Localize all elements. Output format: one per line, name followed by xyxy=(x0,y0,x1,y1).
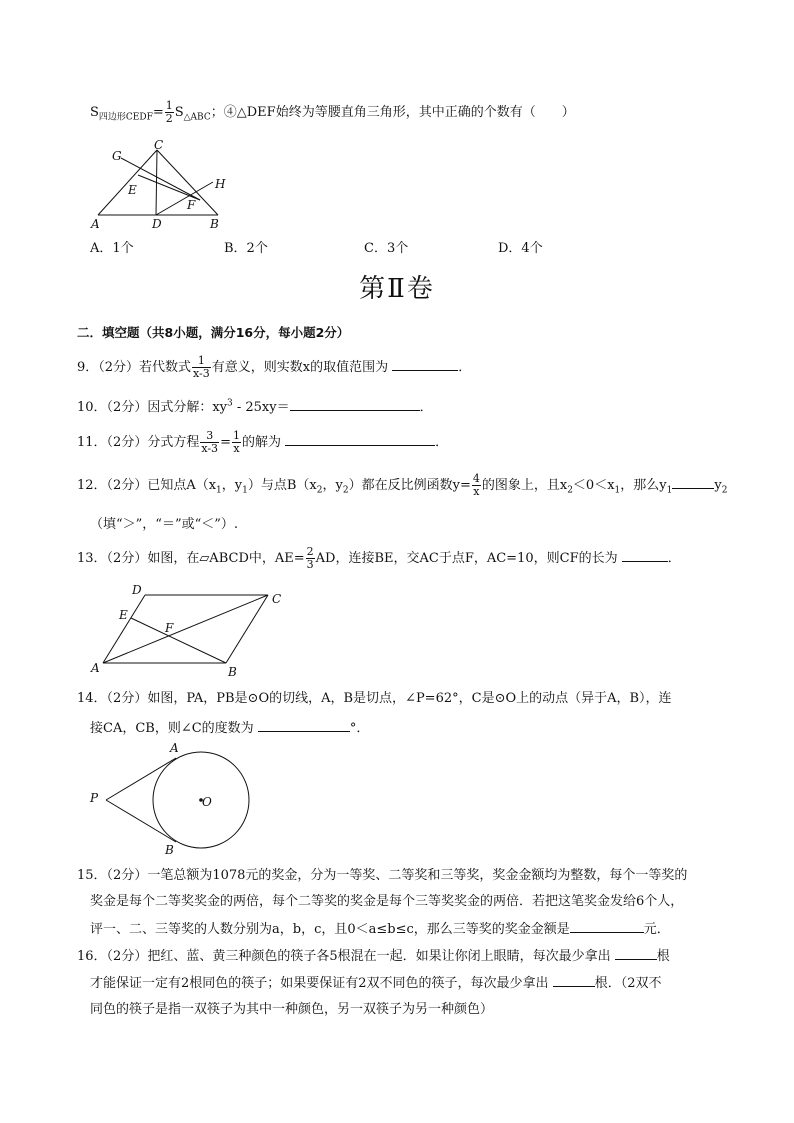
separator: ； xyxy=(210,105,224,120)
label-c: C xyxy=(154,138,164,152)
tangent-pa xyxy=(106,758,176,800)
q11-end: ． xyxy=(435,435,449,450)
option-b: B．2个 xyxy=(224,241,268,256)
q10-prefix: 10．（2分）因式分解：xy xyxy=(77,400,227,415)
q12-line-2: （填“＞”，“＝”或“＜”）. xyxy=(90,517,239,532)
q10-end: ． xyxy=(419,400,433,415)
line-ac xyxy=(103,595,268,663)
equals-sign: = xyxy=(152,105,164,120)
label-a: A xyxy=(91,217,100,231)
question-9 xyxy=(77,355,471,380)
subscript: 2 xyxy=(342,485,349,496)
label-f: F xyxy=(187,198,196,212)
answer-blank[interactable] xyxy=(392,358,458,371)
question-15: 15．（2分）一笔总额为1078元的奖金，分为一等奖、二等奖和三等奖，奖金金额均为整数，每个一等奖的 xyxy=(77,868,688,883)
frac-den: 2 xyxy=(165,112,173,125)
q15-line-2: 奖金是每个二等奖奖金的两倍，每个二等奖的奖金是每个三等奖奖金的两倍．若把这笔奖金发给6个人， xyxy=(90,894,684,909)
option-a: A．1个 xyxy=(90,241,134,256)
q8-condition-line xyxy=(90,100,575,125)
label-e: E xyxy=(119,608,128,622)
fraction-one-half xyxy=(165,100,174,125)
q12-part: 12．（2分）已知点A（x xyxy=(77,478,217,493)
line-da xyxy=(103,595,145,663)
q10-mid: - 25xy＝ xyxy=(232,400,290,415)
section-heading: 二．填空题（共8小题，满分16分，每小题2分） xyxy=(77,325,350,340)
area-subscript-quad: 四边形CEDF xyxy=(98,112,153,123)
subscript: 2 xyxy=(567,485,573,496)
q13-parallelogram-figure xyxy=(88,583,288,681)
q14-line2-end: °． xyxy=(349,721,370,736)
q15-line-3 xyxy=(90,918,670,937)
q12-part: y xyxy=(714,478,722,493)
q12-part: ）与点B（x xyxy=(247,478,317,493)
label-a: A xyxy=(170,741,179,755)
question-11 xyxy=(77,430,448,455)
q8-triangle-figure xyxy=(88,138,233,233)
q9-prefix: 9．（2分）若代数式 xyxy=(77,360,192,375)
subscript: 1 xyxy=(666,485,673,496)
q15-line3-prefix: 评一、二、三等奖的人数分别为a，b，c，且0＜a≤b≤c，那么三等奖的奖金金额是 xyxy=(90,922,570,937)
tangent-pb xyxy=(106,800,176,842)
q14-line2-prefix: 接CA，CB，则∠C的度数为 xyxy=(90,721,254,736)
q12-part: ＜0＜x xyxy=(572,478,615,493)
answer-blank[interactable] xyxy=(570,920,644,933)
label-h: H xyxy=(215,177,226,191)
frac-den: 3 xyxy=(306,558,314,571)
q12-part: ）都在反比例函数y= xyxy=(348,478,471,493)
item-4-text: △DEF始终为等腰直角三角形，其中正确的个数有（ ） xyxy=(236,105,575,120)
q13-prefix: 13．（2分）如图，在▱ABCD中，AE= xyxy=(77,551,305,566)
q14-circle-figure xyxy=(85,738,260,858)
area-subscript-tri: △ABC xyxy=(183,112,211,123)
q16-line-2 xyxy=(90,972,661,991)
label-c: C xyxy=(272,592,282,606)
equals-sign: = xyxy=(220,435,231,450)
label-e: E xyxy=(128,183,137,197)
frac-num: 1 xyxy=(192,355,211,368)
q16-line1-end: 根 xyxy=(656,949,670,964)
answer-blank[interactable] xyxy=(622,549,668,562)
q12-part: ，y xyxy=(221,478,243,493)
item-4-label: ④ xyxy=(223,105,237,120)
line-eb xyxy=(131,618,226,663)
q14-line-2 xyxy=(90,717,369,736)
q16-line1-prefix: 16．（2分）把红、蓝、黄三种颜色的筷子各5根混在一起．如果让你闭上眼睛，每次最少拿出 xyxy=(77,949,611,964)
frac-num: 2 xyxy=(306,545,314,558)
label-a: A xyxy=(91,661,100,675)
answer-blank[interactable] xyxy=(290,398,420,411)
frac-num: 4 xyxy=(472,472,480,485)
q13-suffix: AD，连接BE，交AC于点F，AC=10，则CF的长为 xyxy=(315,551,618,566)
question-16 xyxy=(77,945,670,964)
q11-fraction-right xyxy=(232,430,241,455)
subscript: 1 xyxy=(242,485,248,496)
answer-blank[interactable] xyxy=(672,476,714,489)
option-d: D．4个 xyxy=(498,241,543,256)
subscript: 2 xyxy=(316,485,323,496)
q11-suffix: 的解为 xyxy=(241,435,281,450)
question-10 xyxy=(77,396,433,415)
volume-title: 第Ⅱ卷 xyxy=(359,274,435,304)
q16-line-3: 同色的筷子是指一双筷子为其中一种颜色，另一双筷子为另一种颜色） xyxy=(90,1002,494,1017)
line-dh xyxy=(156,182,213,215)
q10-exponent: 3 xyxy=(227,398,233,409)
label-p: P xyxy=(90,791,99,805)
question-14: 14．（2分）如图，PA，PB是⊙O的切线，A，B是切点，∠P=62°，C是⊙O上的动点（异于A，B），连 xyxy=(77,691,672,706)
line-bc xyxy=(226,595,268,663)
label-b: B xyxy=(210,217,219,231)
q12-part: 的图象上，且x xyxy=(481,478,568,493)
answer-blank[interactable] xyxy=(615,947,657,960)
option-c: C．3个 xyxy=(364,241,409,256)
frac-num: 3 xyxy=(200,430,219,443)
answer-blank[interactable] xyxy=(553,974,595,987)
q13-fraction xyxy=(306,546,315,571)
question-13 xyxy=(77,546,681,571)
q12-fraction xyxy=(472,473,481,498)
area-symbol: S xyxy=(174,105,184,120)
subscript: 1 xyxy=(614,485,621,496)
frac-den: x-3 xyxy=(193,367,210,380)
q9-suffix: 有意义，则实数x的取值范围为 xyxy=(211,360,389,375)
answer-blank[interactable] xyxy=(285,433,435,446)
label-d: D xyxy=(152,217,162,231)
question-12 xyxy=(77,473,727,498)
q11-fraction-left xyxy=(200,430,219,455)
q16-line2-end: 根．（2双不 xyxy=(594,976,662,991)
q9-end: ． xyxy=(458,360,472,375)
label-o: O xyxy=(202,795,212,809)
label-g: G xyxy=(112,149,122,163)
line-ef xyxy=(138,175,200,200)
label-b: B xyxy=(165,843,174,857)
q16-line2-prefix: 才能保证一定有2根同色的筷子；如果要保证有2双不同色的筷子，每次最少拿出 xyxy=(90,976,549,991)
q15-line3-end: 元． xyxy=(643,922,670,937)
answer-blank[interactable] xyxy=(258,719,350,732)
q12-part: ，那么y xyxy=(620,478,667,493)
q9-fraction xyxy=(192,355,211,380)
q11-prefix: 11．（2分）分式方程 xyxy=(77,435,200,450)
frac-den: x-3 xyxy=(201,442,219,455)
frac-num: 1 xyxy=(165,99,173,112)
subscript: 2 xyxy=(721,485,728,496)
label-f: F xyxy=(165,621,174,635)
label-d: D xyxy=(132,583,142,597)
q13-end: ． xyxy=(667,551,681,566)
frac-num: 1 xyxy=(232,429,240,442)
label-b: B xyxy=(228,665,237,679)
frac-den: x xyxy=(233,442,240,455)
frac-den: x xyxy=(473,485,480,498)
area-symbol: S xyxy=(90,105,99,120)
subscript: 1 xyxy=(216,485,222,496)
q12-part: ，y xyxy=(322,478,343,493)
